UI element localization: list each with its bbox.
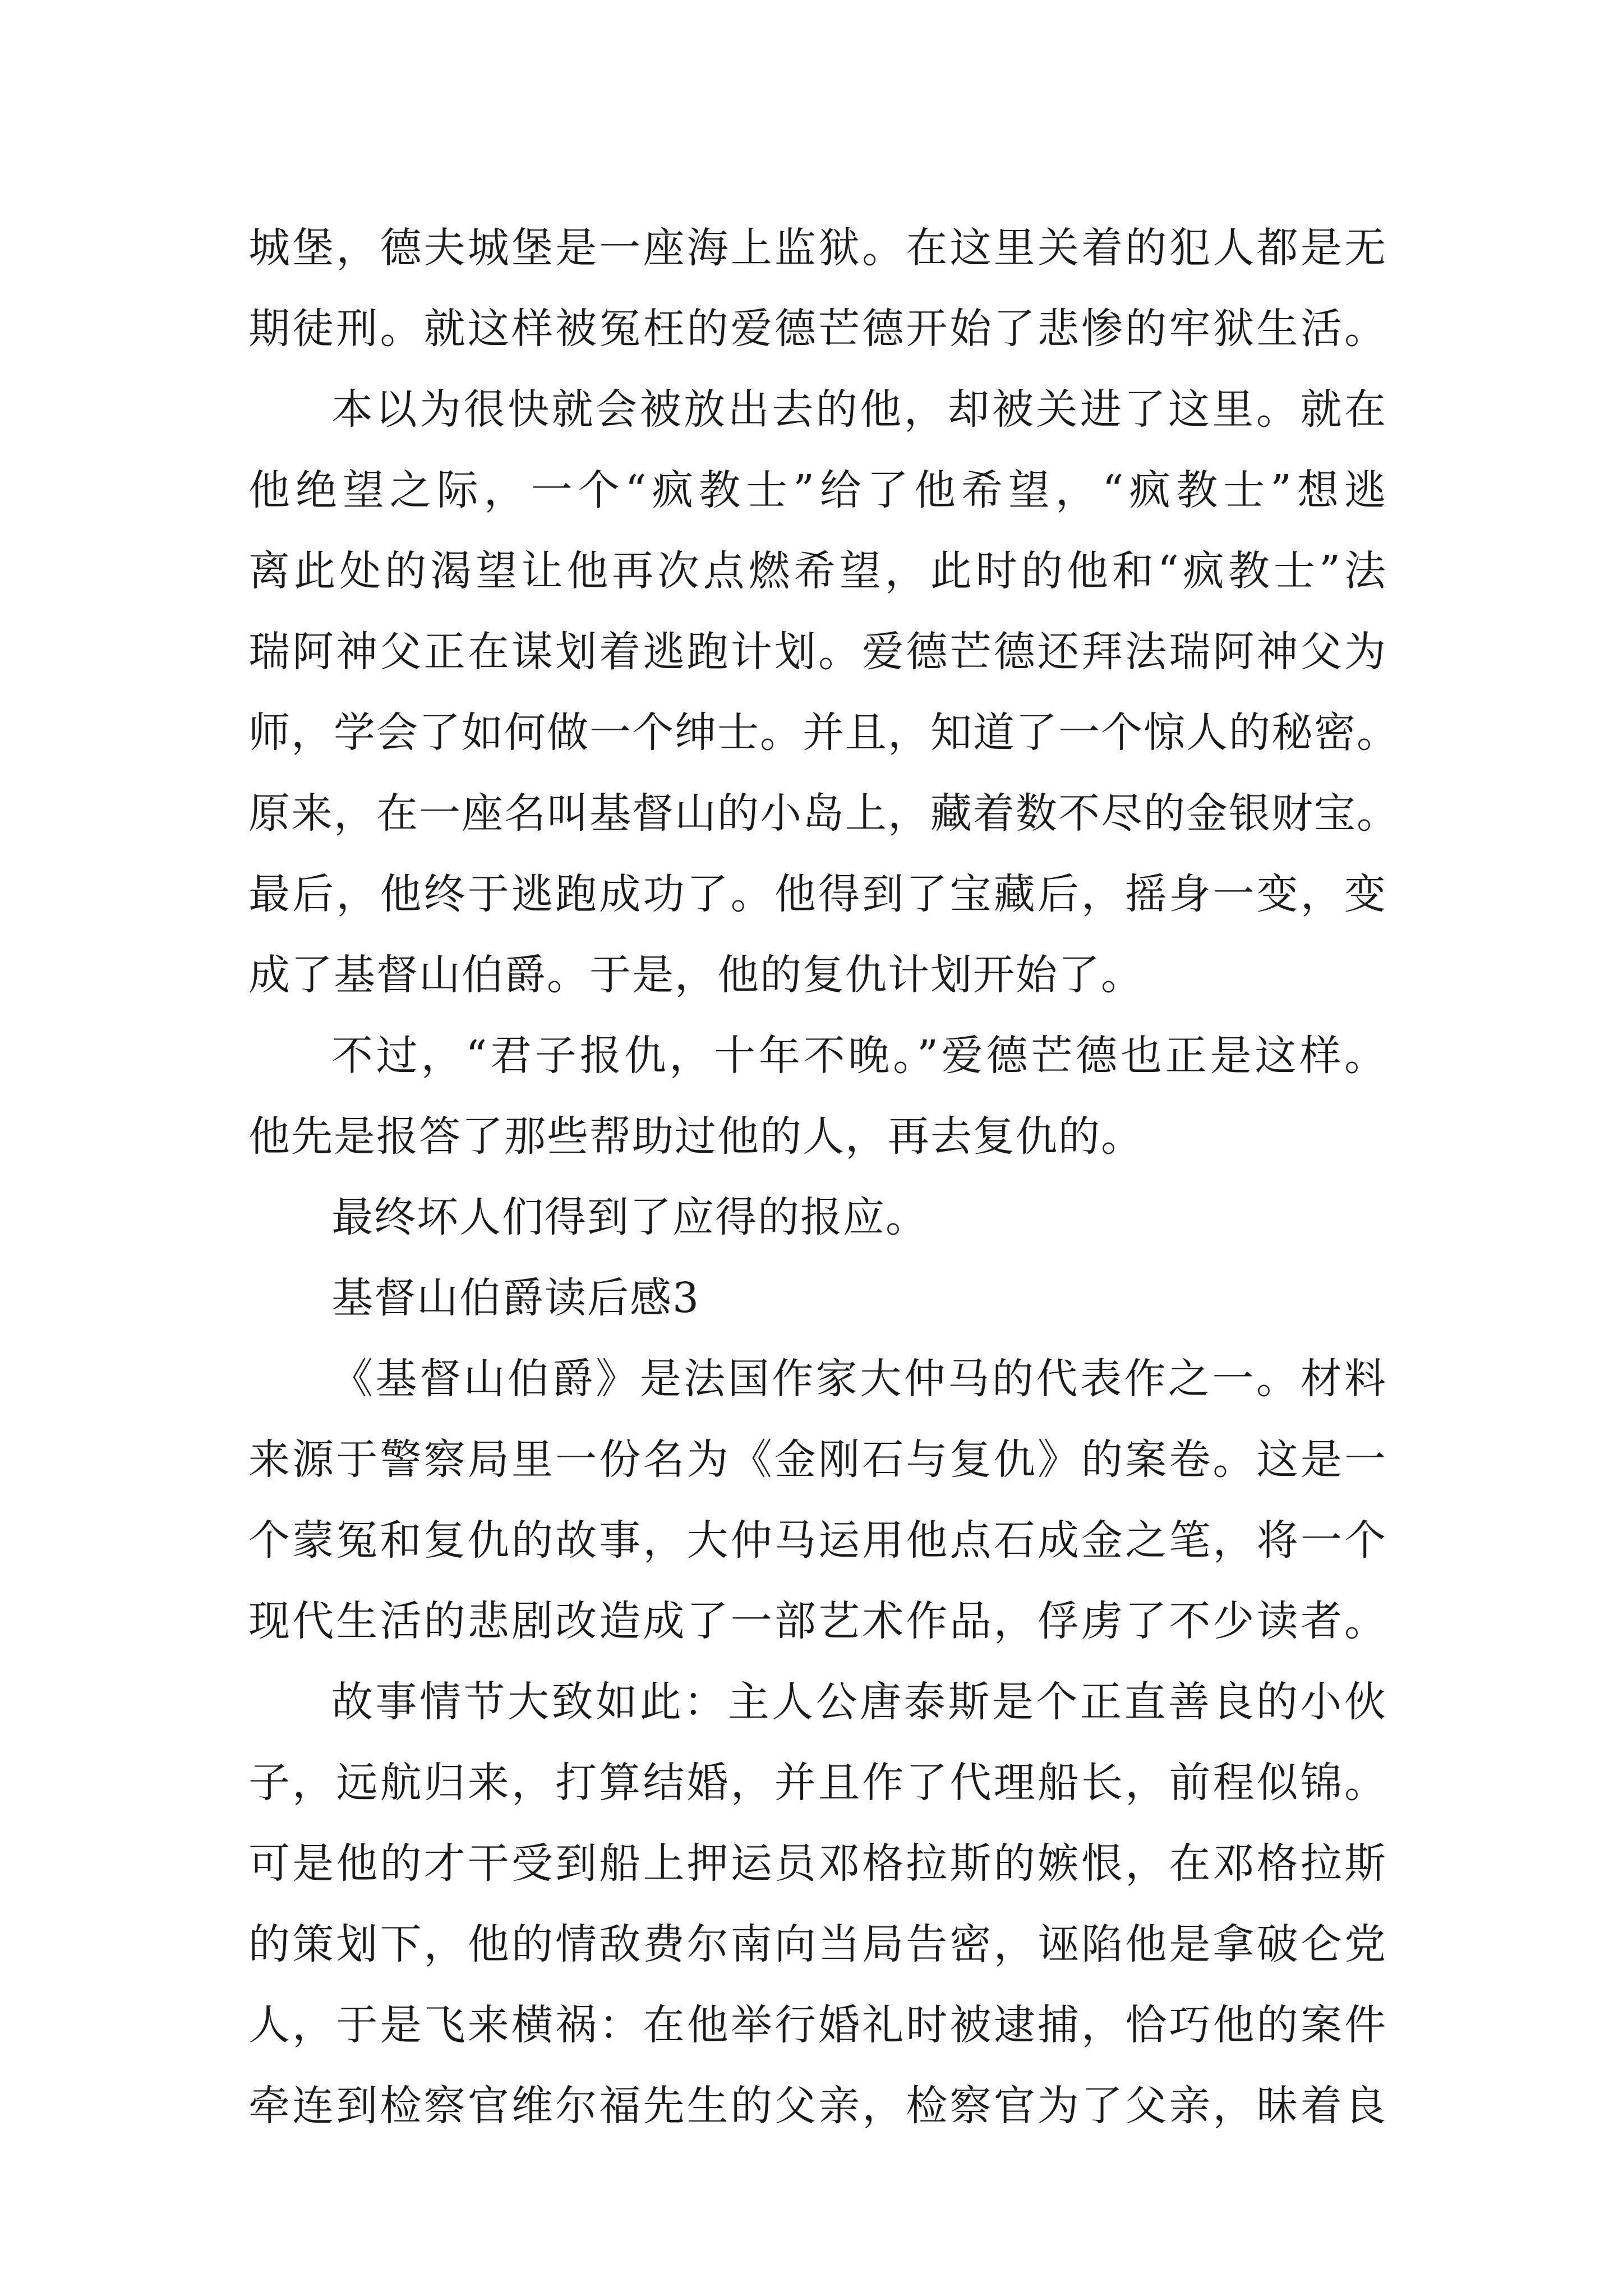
body-text [248,208,1399,2146]
text-line: 的策划下，他的情敌费尔南向当局告密，诬陷他是拿破仑党 [248,1920,1387,1968]
text-line: 子，远航归来，打算结婚，并且作了代理船长，前程似锦。 [248,1759,1387,1807]
text-line: 原来，在一座名叫基督山的小岛上，藏着数不尽的金银财宝。 [248,789,1399,838]
text-line: 不过，“君子报仇，十年不晚。”爱德芒德也正是这样。 [331,1032,1387,1080]
section-heading: 基督山伯爵读后感3 [331,1274,700,1322]
text-line: 人，于是飞来横祸：在他举行婚礼时被逮捕，恰巧他的案件 [248,2001,1387,2049]
text-line: 本以为很快就会被放出去的他，却被关进了这里。就在 [331,385,1387,434]
text-line: 成了基督山伯爵。于是，他的复仇计划开始了。 [248,951,1144,999]
text-line: 师，学会了如何做一个绅士。并且，知道了一个惊人的秘密。 [248,708,1399,757]
text-line: 最后，他终于逃跑成功了。他得到了宝藏后，摇身一变，变 [248,870,1387,918]
text-line: 他先是报答了那些帮助过他的人，再去复仇的。 [248,1112,1144,1161]
text-line: 现代生活的悲剧改造成了一部艺术作品，俘虏了不少读者。 [248,1597,1387,1645]
text-line: 可是他的才干受到船上押运员邓格拉斯的嫉恨，在邓格拉斯 [248,1839,1387,1888]
text-line: 期徒刑。就这样被冤枉的爱德芒德开始了悲惨的牢狱生活。 [248,305,1387,353]
text-line: 个蒙冤和复仇的故事，大仲马运用他点石成金之笔，将一个 [248,1516,1387,1565]
text-line: 他绝望之际，一个“疯教士”给了他希望，“疯教士”想逃 [248,466,1387,514]
text-line: 来源于警察局里一份名为《金刚石与复仇》的案卷。这是一 [248,1435,1387,1484]
text-line: 瑞阿神父正在谋划着逃跑计划。爱德芒德还拜法瑞阿神父为 [248,628,1387,676]
text-line: 牵连到检察官维尔福先生的父亲，检察官为了父亲，昧着良 [248,2082,1387,2130]
text-line: 最终坏人们得到了应得的报应。 [331,1193,928,1241]
text-line: 城堡，德夫城堡是一座海上监狱。在这里关着的犯人都是无 [248,224,1387,272]
text-line: 故事情节大致如此：主人公唐泰斯是个正直善良的小伙 [331,1678,1387,1726]
text-line: 离此处的渴望让他再次点燃希望，此时的他和“疯教士”法 [248,547,1387,595]
text-line: 《基督山伯爵》是法国作家大仲马的代表作之一。材料 [331,1355,1387,1403]
